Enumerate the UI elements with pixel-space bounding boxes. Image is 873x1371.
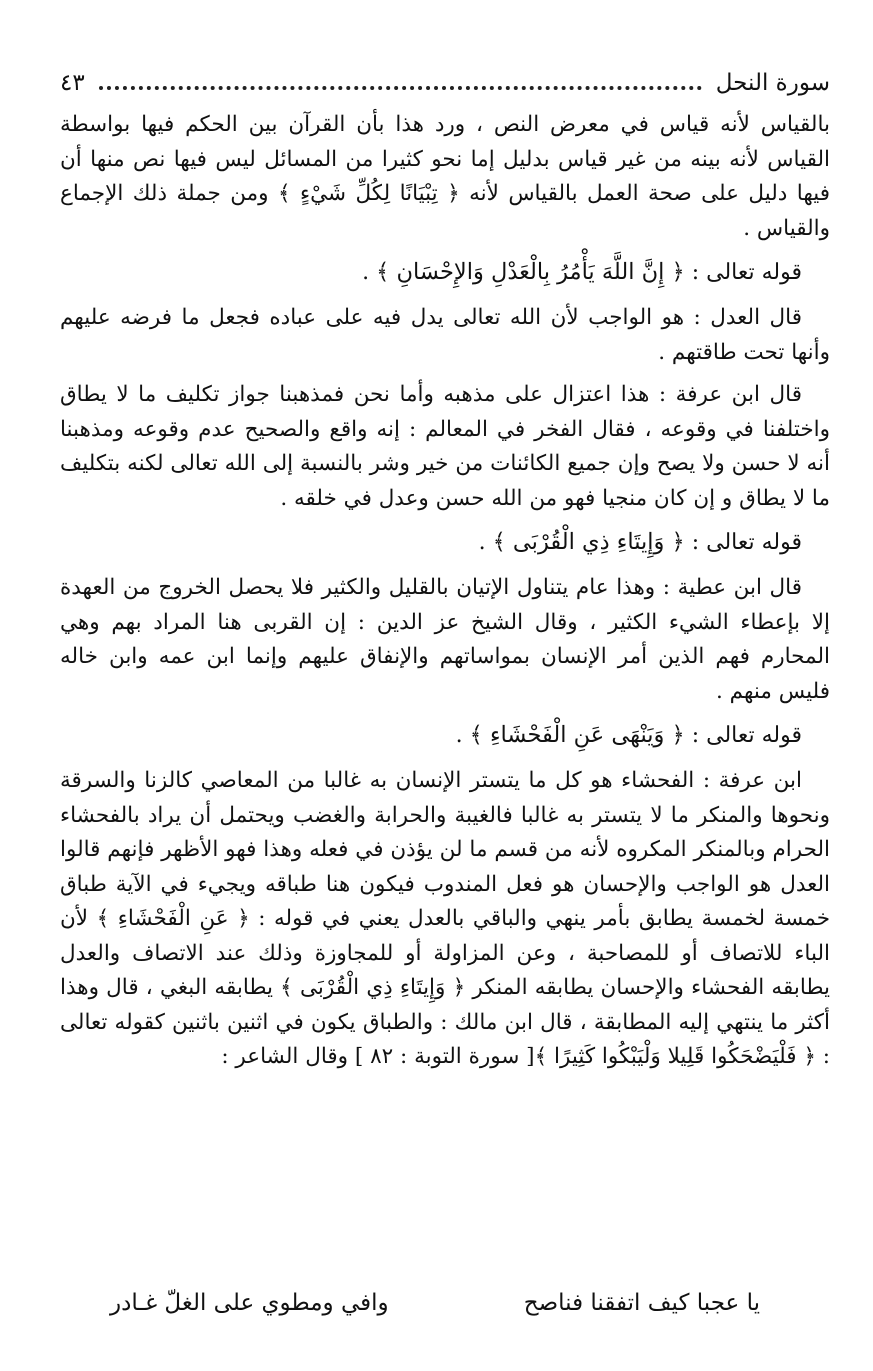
poetry-hemistich-second: وافي ومطوي على الغلّ غـادر [110,1290,389,1316]
paragraph-5: ابن عرفة : الفحشاء هو كل ما يتستر الإنسان به غالبا من المعاصي كالزنا والسرقة ونحوها والمنكر ما لا يتستر به غالبا فالغيبة والحرابة والغضب ويحتمل أن يراد بالفحشاء الحرام وبالمنكر المكروه لأنه من قسم ما لن يؤذن في فعله وهذا فهو الأظهر فإنهم قالوا العدل هو الواجب والإحسان هو فعل المندوب فيكون هنا طباقه ويجيء في الآية طباق خمسة لخمسة يطابق بأمر ينهي والباقي بالعدل يعني في قوله : ﴿ عَنِ الْفَحْشَاءِ ﴾ لأن الباء للاتصاف أو للمصاحبة ، وعن المزاولة أو للمجاوزة وذلك عند الاتصاف والعدل يطابقه الفحشاء والإحسان يطابقه المنكر ﴿ وَإِيتَاءِ ذِي الْقُرْبَى ﴾ يطابقه البغي ، قال وهذا أكثر ما ينتهي إليه المطابقة ، قال ابن مالك : والطباق يكون في اثنين باثنين كقوله تعالى : ﴿ فَلْيَضْحَكُوا قَلِيلا وَلْيَبْكُوا كَثِيرًا ﴾[ سورة التوبة : ٨٢ ] وقال الشاعر : [60,768,830,1069]
paragraph-2: قال العدل : هو الواجب لأن الله تعالى يدل فيه على عباده فجعل ما فرضه عليهم وأنها تحت طاقتهم . [60,305,830,365]
paragraph-1: بالقياس لأنه قياس في معرض النص ، ورد هذا بأن القرآن بين الحكم فيها بواسطة القياس لأنه بينه من غير قياس بدليل إما نحو كثيرا من المسائل ليس فيها نص منها أن فيها دليل على صحة العمل بالقياس لأنه ﴿ تِبْيَانًا لِكُلِّ شَيْءٍ ﴾ ومن جملة ذلك الإجماع والقياس . [60,112,830,241]
verse-end-1: . [362,260,377,285]
verse-intro-3: قوله تعالى : [684,723,802,748]
dotted-leader [99,86,702,90]
page-body [60,70,830,1083]
verse-intro-2: قوله تعالى : [684,530,802,555]
quran-quote-3: ﴿ وَيَنْهَى عَنِ الْفَحْشَاءِ ﴾ [469,722,685,748]
quran-quote-1: ﴿ إِنَّ اللَّهَ يَأْمُرُ بِالْعَدْلِ وَالإِحْسَانِ ﴾ [376,259,685,285]
verse-end-2: . [478,530,493,555]
verse-end-3: . [455,723,470,748]
verse-heading-3 [60,717,830,754]
verse-heading-1 [60,254,830,291]
paragraph-4: قال ابن عطية : وهذا عام يتناول الإتيان بالقليل والكثير فلا يحصل الخروج من العهدة إلا بإعطاء الشيء الكثير ، وقال الشيخ عز الدين : إن القربى هنا المراد بهم وهي المحارم فهم الذين أمر الإنسان بمواساتهم والإنفاق عليهم وإنما ابن عمه وابن خاله فليس منهم . [60,575,830,704]
quran-quote-2: ﴿ وَإِيتَاءِ ذِي الْقُرْبَى ﴾ [492,529,685,555]
surah-title: سورة النحل [715,70,830,96]
page-number: ٤٣ [60,70,85,96]
poetry-verse [110,1290,760,1316]
verse-intro-1: قوله تعالى : [684,260,802,285]
running-header [60,70,830,108]
poetry-hemistich-first: يا عجبا كيف اتفقنا فناصح [523,1290,760,1316]
paragraph-3: قال ابن عرفة : هذا اعتزال على مذهبه وأما نحن فمذهبنا جواز تكليف ما لا يطاق واختلفنا في وقوعه ، فقال الفخر في المعالم : إنه واقع والصحيح عدم وقوعه ومذهبنا أنه لا حسن ولا يصح وإن جميع الكائنات من خير وشر بالنسبة إلى الله تعالى لكنه بتكليف ما لا يطاق و إن كان منجيا فهو من الله حسن وعدل في خلقه . [60,382,830,511]
verse-heading-2 [60,524,830,561]
